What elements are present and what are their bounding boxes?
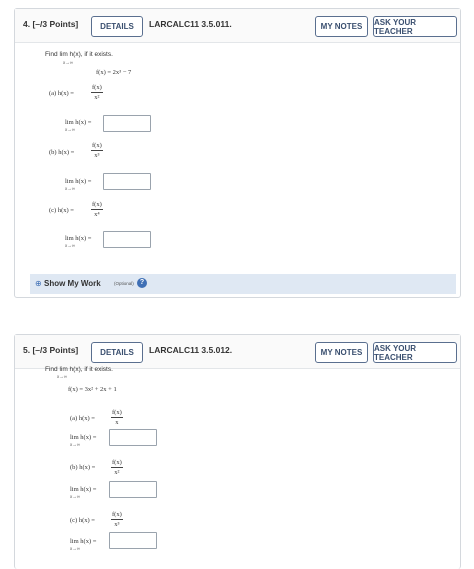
question-header	[15, 335, 460, 369]
question-number: 5. [–/3 Points]	[23, 345, 79, 355]
part-a-label: (a) h(x) =	[70, 415, 95, 422]
part-a-limit-subscript: x→∞	[70, 442, 80, 447]
ask-teacher-button[interactable]: ASK YOUR TEACHER	[373, 342, 457, 363]
part-b-answer-input[interactable]	[103, 173, 151, 190]
show-my-work-bar[interactable]	[30, 274, 456, 294]
part-a-answer-input[interactable]	[103, 115, 151, 132]
part-c-limit-subscript: x→∞	[70, 546, 80, 551]
question-card-4	[14, 8, 461, 298]
part-a-limit-subscript: x→∞	[65, 127, 75, 132]
function-definition: f(x) = 2x³ − 7	[96, 69, 132, 76]
part-c-limit: lim h(x) =	[65, 235, 92, 242]
part-a-fraction: $\frac{f(x)}{\text{x²}}$	[92, 84, 102, 101]
part-c-answer-input[interactable]	[109, 532, 157, 549]
limit-subscript: x→∞	[57, 374, 67, 379]
part-c-fraction: $\frac{f(x)}{\text{x⁴}}$	[92, 201, 102, 218]
question-code: LARCALC11 3.5.011.	[149, 19, 232, 29]
part-b-label: (b) h(x) =	[70, 464, 96, 471]
question-card-5	[14, 334, 461, 569]
show-my-work-label[interactable]: Show My Work	[44, 279, 101, 288]
part-b-limit-subscript: x→∞	[65, 186, 75, 191]
question-header	[15, 9, 460, 43]
part-c-label: (c) h(x) =	[49, 207, 74, 214]
part-a-fraction: $\frac{f(x)}{x}$	[112, 409, 122, 426]
part-c-fraction: $\frac{f(x)}{\text{x³}}$	[112, 511, 122, 528]
ask-teacher-button[interactable]: ASK YOUR TEACHER	[373, 16, 457, 37]
expand-icon[interactable]: ⊕	[35, 279, 42, 288]
help-icon[interactable]: ?	[137, 278, 147, 288]
limit-subscript: x→∞	[63, 60, 73, 65]
part-b-fraction: $\frac{f(x)}{\text{x²}}$	[112, 459, 122, 476]
question-prompt: Find lim h(x), if it exists.	[45, 51, 113, 58]
details-button[interactable]: DETAILS	[91, 16, 143, 37]
details-button[interactable]: DETAILS	[91, 342, 143, 363]
question-number: 4. [–/3 Points]	[23, 19, 79, 29]
part-b-limit-subscript: x→∞	[70, 494, 80, 499]
part-c-limit-subscript: x→∞	[65, 243, 75, 248]
part-b-limit: lim h(x) =	[65, 178, 92, 185]
part-a-limit: lim h(x) =	[70, 434, 97, 441]
part-c-answer-input[interactable]	[103, 231, 151, 248]
part-a-limit: lim h(x) =	[65, 119, 92, 126]
part-b-fraction: $\frac{f(x)}{\text{x³}}$	[92, 142, 102, 159]
part-a-answer-input[interactable]	[109, 429, 157, 446]
function-definition: f(x) = 3x² + 2x + 1	[68, 386, 117, 393]
my-notes-button[interactable]: MY NOTES	[315, 342, 368, 363]
question-prompt: Find lim h(x), if it exists.	[45, 366, 113, 373]
part-a-label: (a) h(x) =	[49, 90, 74, 97]
part-c-limit: lim h(x) =	[70, 538, 97, 545]
question-code: LARCALC11 3.5.012.	[149, 345, 233, 355]
optional-label: (Optional)	[114, 281, 134, 286]
part-b-answer-input[interactable]	[109, 481, 157, 498]
part-b-limit: lim h(x) =	[70, 486, 97, 493]
part-b-label: (b) h(x) =	[49, 149, 75, 156]
my-notes-button[interactable]: MY NOTES	[315, 16, 368, 37]
part-c-label: (c) h(x) =	[70, 517, 95, 524]
